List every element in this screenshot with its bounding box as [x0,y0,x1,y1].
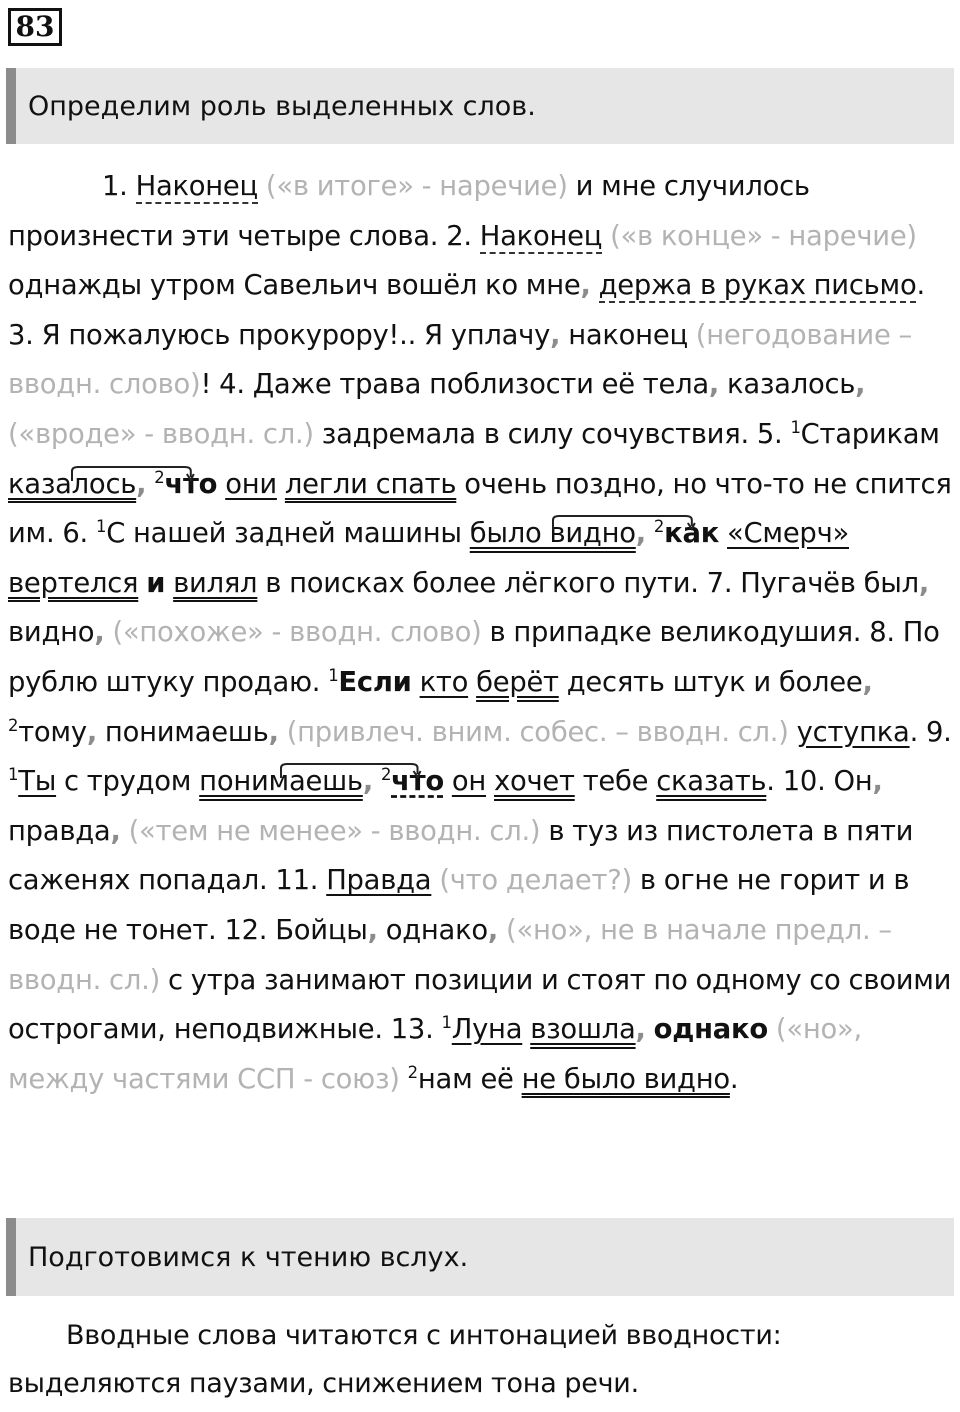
conjunction-chto: что [164,468,218,500]
section-title: Определим роль выделенных слов. [28,90,536,122]
predicate-skazat: сказать [656,766,767,798]
predicate-ne-bylo-vidno: не было видно [521,1063,730,1095]
note: («но», между частями ССП - союз) [8,1014,862,1095]
note: («похоже» - вводн. слово) [112,617,482,649]
note: («тем не менее» - вводн. сл.) [128,815,541,847]
keyword-nakonec-1: Наконец [135,171,258,202]
subject-ustupka: уступка [796,716,910,748]
predicate-ponimaesh: понимаешь [199,766,363,798]
conjunction-odnako: однако [653,1014,768,1046]
note: (привлеч. вним. собес. – вводн. сл.) [286,716,789,748]
note: (что делает?) [439,865,632,897]
note: («в конце» - наречие) [610,220,917,252]
subject-pravda: Правда [326,865,432,897]
note: («вроде» - вводн. сл.) [8,418,314,450]
section-title: Подготовимся к чтению вслух. [28,1241,469,1273]
exercise-number: 83 [8,8,62,46]
predicate-hochet: хочет [494,766,575,798]
keyword-nakonec-2: Наконец [479,220,603,252]
conjunction-kak: как [664,518,720,550]
conjunction-esli: Если [338,666,412,698]
predicate-beret: берёт [476,666,559,698]
subject-kto: кто [419,666,469,698]
predicate-legli-spat: легли спать [284,468,457,500]
subject-smerch: «Смерч» [727,518,850,550]
subject-on: он [451,766,487,798]
note: (негодование – вводн. слово) [8,319,912,401]
gerund-phrase: держа в руках письмо [598,270,917,302]
reading-note: Вводные слова читаются с интонацией вводности: выделяются паузами, снижением тона речи. [8,1320,782,1399]
conjunction-i: и [146,567,166,599]
section-header-roles [6,68,954,144]
predicate-vzoshla: взошла [530,1014,636,1046]
subject-luna: Луна [451,1014,523,1046]
predicate-vilyal: вилял [173,567,258,599]
exercise-text: 1. Наконец («в итоге» - наречие) и мне случилось произнести эти четыре слова. 2. Наконец («в конце» - наречие) однажды утром Савельич вошёл ко мне, держа в руках письмо. 3. Я пожалуюсь прокурору!.. Я уплачу, наконец (негодование – вводн. слово)! 4. Даже трава поблизости её тела, казалось, («вроде» - вводн. сл.) задремала в силу сочувствия. 5. $^1$Старикам казалось, $^2$что они легли спать очень поздно, но что-то не спится им. 6. $^1$С нашей задней машины было видно, $^2$как «Смерч» вертелся и вилял в поисках более лёгкого пути. 7. Пугачёв был, видно, («похоже» - вводн. слово) в припадке великодушия. 8. По рублю штуку продаю. $^1$Если кто берёт десять штук и более, $^2$тому, понимаешь, (привлеч. вним. собес. – вводн. сл.) уступка. 9. $^1$Ты с трудом понимаешь, $^2$что он хочет тебе сказать. 10. Он, правда, («тем не менее» - вводн. сл.) в туз из пистолета в пяти саженях попадал. 11. Правда (что делает?) в огне не горит и в воде не тонет. 12. Бойцы, однако, («но», не в начале предл. – вводн. сл.) с утра занимают позиции и стоят по одному со своими острогами, неподвижные. 13. $^1$Луна взошла, однако («но», между частями ССП - союз) $^2$нам её не было видно. [8,171,952,1095]
note: («в итоге» - наречие) [265,171,568,202]
conjunction-chto-2: что [391,766,444,798]
predicate-vertelsya: вертелся [8,567,139,599]
note: («но», не в начале предл. – вводн. сл.) [8,914,892,996]
subject-ty: Ты [18,766,57,798]
section-header-reading [6,1218,954,1296]
predicate-bylo-vidno: было видно [469,518,636,550]
subject-oni: они [225,468,277,500]
predicate-kazalos: казалось [8,468,137,500]
